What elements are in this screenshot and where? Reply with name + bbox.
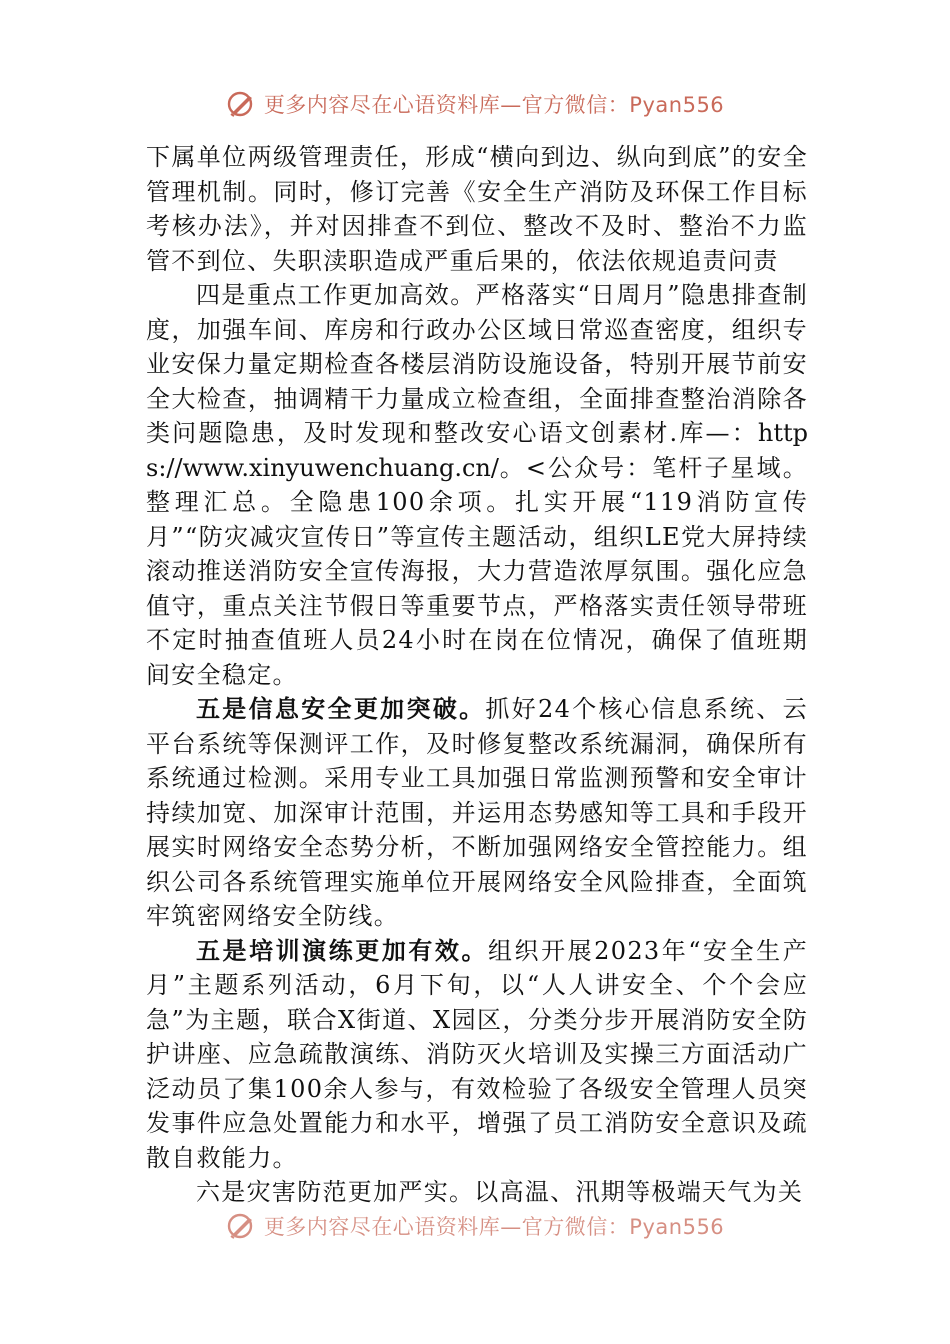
paragraph-3-text: 抓好24个核心信息系统、云平台系统等保测评工作，及时修复整改系统漏洞，确保所有系统通过检测。采用专业工具加强日常监测预警和安全审计持续加宽、加深审计范围，并运用态势感知等工具和手段开展实时网络安全态势分析，不断加强网络安全管控能力。组织公司各系统管理实施单位开展网络安全风险排查，全面筑牢筑密网络安全防线。 [146, 695, 808, 930]
paragraph-5-text: 六是灾害防范更加严实。以高温、汛期等极端天气为关 [196, 1178, 804, 1206]
paragraph-1-text: 下属单位两级管理责任，形成“横向到边、纵向到底”的安全管理机制。同时，修订完善《安全生产消防及环保工作目标考核办法》，并对因排查不到位、整改不及时、整治不力监管不到位、失职渎职造成严重后果的，依法依规追责问责 [146, 143, 808, 275]
paragraph-2-text-after: 。<公众号：笔杆子星域。整理汇总。全隐患100余项。扎实开展“119消防宣传月”“防灾减灾宣传日”等宣传主题活动，组织LE党大屏持续滚动推送消防安全宣传海报，大力营造浓厚氛围。强化应急值守，重点关注节假日等重要节点，严格落实责任领导带班不定时抽查值班人员24小时在岗在位情况，确保了值班期间安全稳定。 [146, 453, 808, 689]
brush-pen-logo-icon [226, 89, 256, 119]
paragraph-5 [146, 1175, 808, 1210]
watermark-text: 更多内容尽在心语资料库—官方微信：Pyan556 [263, 93, 725, 117]
document-body [146, 140, 808, 1210]
paragraph-2-text: 四是重点工作更加高效。严格落实“日周月”隐患排查制度，加强车间、库房和行政办公区域日常巡查密度，组织专业安保力量定期检查各楼层消防设施设备，特别开展节前安全大检查，抽调精干力量成立检查组，全面排查整治消除各类问题隐患，及时发现和整改安心语文创素材.库—： [146, 281, 808, 447]
watermark-text: 更多内容尽在心语资料库—官方微信：Pyan556 [263, 1215, 725, 1239]
paragraph-4 [146, 934, 808, 1176]
brush-pen-logo-icon [226, 1211, 256, 1241]
source-url: https://www.xinyuwenchuang.cn/ [146, 419, 808, 482]
paragraph-4-text: 组织开展2023年“安全生产月”主题系列活动，6月下旬，以“人人讲安全、个个会应急”为主题，联合X街道、X园区，分类分步开展消防安全防护讲座、应急疏散演练、消防灭火培训及实操三方面活动广泛动员了集100余人参与，有效检验了各级安全管理人员突发事件应急处置能力和水平，增强了员工消防安全意识及疏散自救能力。 [146, 936, 808, 1172]
paragraph-3-lead: 五是信息安全更加突破。 [196, 694, 486, 723]
paragraph-1 [146, 140, 808, 278]
paragraph-3 [146, 692, 808, 934]
header-watermark [0, 86, 950, 122]
paragraph-4-lead: 五是培训演练更加有效。 [196, 935, 488, 965]
footer-watermark [0, 1208, 950, 1244]
paragraph-2 [146, 278, 808, 692]
